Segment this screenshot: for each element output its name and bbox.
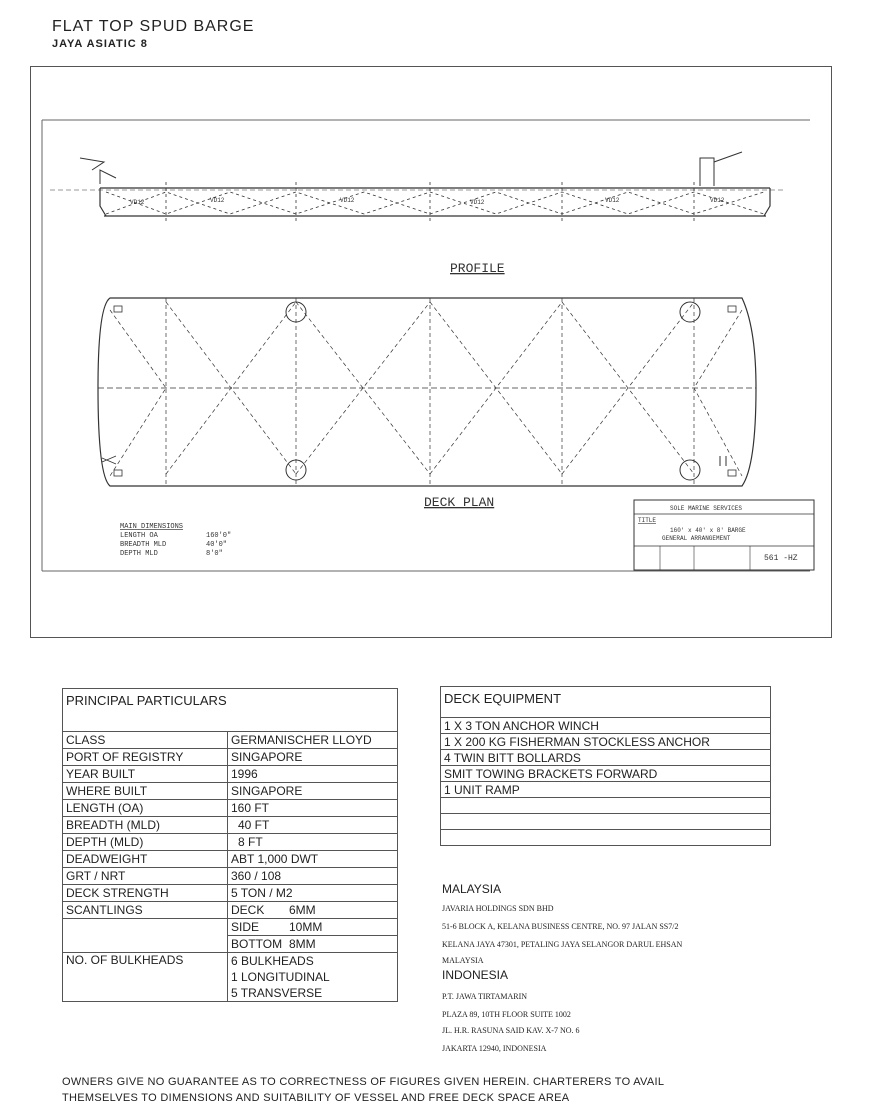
table-row: [63, 919, 398, 936]
dimension-label: DEPTH MLD: [120, 550, 158, 558]
deck-equipment-table: [440, 686, 771, 846]
equipment-item: 1 X 3 TON ANCHOR WINCH: [441, 718, 771, 734]
profile-mark: VD12: [470, 199, 485, 206]
table-row: [63, 953, 398, 1002]
deck-equipment-heading: DECK EQUIPMENT: [441, 687, 771, 718]
table-row: [63, 800, 398, 817]
table-row: [63, 783, 398, 800]
row-value: [228, 936, 398, 953]
table-row: [441, 750, 771, 766]
row-label: DECK STRENGTH: [63, 885, 228, 902]
table-row: [63, 834, 398, 851]
row-value: [228, 919, 398, 936]
bulkhead-line: 1 LONGITUDINAL: [231, 970, 330, 984]
table-row: [441, 734, 771, 750]
equipment-item: SMIT TOWING BRACKETS FORWARD: [441, 766, 771, 782]
disclaimer-line: OWNERS GIVE NO GUARANTEE AS TO CORRECTNESS OF FIGURES GIVEN HEREIN. CHARTERERS TO AVAIL: [62, 1076, 665, 1088]
malaysia-address-line: KELANA JAYA 47301, PETALING JAYA SELANGOR DARUL EHSAN: [442, 940, 683, 949]
row-value: ABT 1,000 DWT: [228, 851, 398, 868]
row-value: 5 TON / M2: [228, 885, 398, 902]
indonesia-heading: INDONESIA: [442, 968, 509, 982]
row-value: 8 FT: [228, 834, 398, 851]
indonesia-address-line: JL. H.R. RASUNA SAID KAV. X-7 NO. 6: [442, 1026, 580, 1035]
equipment-item: 1 X 200 KG FISHERMAN STOCKLESS ANCHOR: [441, 734, 771, 750]
profile-mark: VD12: [710, 197, 725, 204]
row-value: 1996: [228, 766, 398, 783]
title-block-title-line: GENERAL ARRANGEMENT: [662, 535, 731, 542]
deck-plan-label: DECK PLAN: [424, 495, 495, 510]
main-dimensions-heading: MAIN DIMENSIONS: [120, 523, 184, 531]
row-label: WHERE BUILT: [63, 783, 228, 800]
table-row: [441, 718, 771, 734]
general-arrangement-drawing: [30, 66, 830, 636]
table-row: [63, 817, 398, 834]
scantling-value: 6MM: [289, 903, 316, 917]
table-row: [63, 766, 398, 783]
dimension-value: 8'0": [206, 550, 223, 558]
table-row: [441, 798, 771, 814]
profile-mark: VD12: [340, 197, 355, 204]
scantling-value: 8MM: [289, 937, 316, 951]
row-value: 360 / 108: [228, 868, 398, 885]
malaysia-heading: MALAYSIA: [442, 882, 502, 896]
row-label: CLASS: [63, 732, 228, 749]
table-row: [63, 936, 398, 953]
row-value: 40 FT: [228, 817, 398, 834]
malaysia-address-line: MALAYSIA: [442, 956, 484, 965]
document-title: FLAT TOP SPUD BARGE: [52, 18, 255, 35]
profile-mark: VD12: [210, 197, 225, 204]
malaysia-address-line: 51-6 BLOCK A, KELANA BUSINESS CENTRE, NO. 97 JALAN SS7/2: [442, 922, 679, 931]
row-value: SINGAPORE: [228, 749, 398, 766]
title-block-company: SOLE MARINE SERVICES: [670, 505, 743, 512]
profile-view: [50, 152, 784, 222]
profile-label: PROFILE: [450, 261, 505, 276]
scantling-part: DECK: [231, 903, 265, 917]
table-row: [441, 782, 771, 798]
table-row: [63, 749, 398, 766]
table-row: [63, 868, 398, 885]
principal-particulars-heading: PRINCIPAL PARTICULARS: [63, 689, 398, 732]
title-block-drawing-no: 561 -HZ: [764, 554, 798, 563]
profile-mark: VD12: [605, 197, 620, 204]
equipment-item: 4 TWIN BITT BOLLARDS: [441, 750, 771, 766]
row-label: PORT OF REGISTRY: [63, 749, 228, 766]
table-row: [63, 885, 398, 902]
dimension-label: LENGTH OA: [120, 532, 158, 540]
bulkhead-line: 6 BULKHEADS: [231, 954, 314, 968]
row-value: GERMANISCHER LLOYD: [228, 732, 398, 749]
indonesia-address-line: PLAZA 89, 10TH FLOOR SUITE 1002: [442, 1010, 571, 1019]
indonesia-address-line: JAKARTA 12940, INDONESIA: [442, 1044, 547, 1053]
table-row: [441, 830, 771, 846]
deck-plan-view: [98, 298, 756, 486]
table-row: [441, 814, 771, 830]
equipment-item: [441, 798, 771, 814]
disclaimer-line: THEMSELVES TO DIMENSIONS AND SUITABILITY OF VESSEL AND FREE DECK SPACE AREA: [62, 1092, 570, 1104]
row-label: GRT / NRT: [63, 868, 228, 885]
row-label: YEAR BUILT: [63, 766, 228, 783]
title-block-title-label: TITLE: [638, 517, 657, 524]
row-label: DEADWEIGHT: [63, 851, 228, 868]
equipment-item: [441, 814, 771, 830]
equipment-item: [441, 830, 771, 846]
scantling-part: SIDE: [231, 920, 260, 934]
equipment-item: 1 UNIT RAMP: [441, 782, 771, 798]
row-label: BREADTH (MLD): [63, 817, 228, 834]
vessel-name: JAYA ASIATIC 8: [52, 38, 148, 50]
main-dimensions-block: [120, 523, 231, 558]
row-label: NO. OF BULKHEADS: [63, 953, 228, 1002]
profile-mark: VD12: [130, 199, 145, 206]
row-value: SINGAPORE: [228, 783, 398, 800]
principal-particulars-table: [62, 688, 398, 1002]
dimension-value: 160'0": [206, 532, 232, 540]
row-label: LENGTH (OA): [63, 800, 228, 817]
row-label: SCANTLINGS: [63, 902, 228, 919]
dimension-value: 40'0": [206, 541, 228, 549]
bulkhead-line: 5 TRANSVERSE: [231, 986, 323, 1000]
indonesia-address-line: P.T. JAWA TIRTAMARIN: [442, 992, 528, 1001]
scantling-part: BOTTOM: [231, 937, 283, 951]
table-row: [441, 766, 771, 782]
row-label: DEPTH (MLD): [63, 834, 228, 851]
row-value: [228, 953, 398, 1002]
scantling-value: 10MM: [289, 920, 323, 934]
row-value: [228, 902, 398, 919]
dimension-label: BREADTH MLD: [120, 541, 167, 549]
table-row: [63, 902, 398, 919]
title-block: [634, 500, 814, 570]
malaysia-address-line: JAVARIA HOLDINGS SDN BHD: [442, 904, 554, 913]
table-row: [63, 732, 398, 749]
disclaimer: [62, 1074, 664, 1106]
row-value: 160 FT: [228, 800, 398, 817]
table-row: [63, 851, 398, 868]
title-block-title-line: 160' x 40' x 8' BARGE: [670, 527, 746, 534]
